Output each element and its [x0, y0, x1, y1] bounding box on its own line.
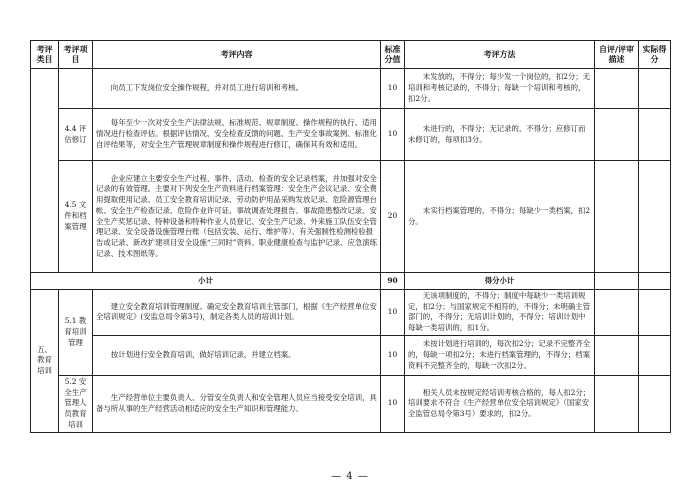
header-category: 考评类目 — [31, 41, 59, 69]
subtotal-method-label: 得分小计 — [405, 273, 595, 290]
score-cell: 10 — [381, 335, 405, 375]
content-cell: 企业应建立主要安全生产过程、事件、活动、检查的安全记录档案，并加强对安全记录的有效管理。主要对下列安全生产资料进行档案管理：安全生产会议记录、安全费用提取使用记录、员工安全教育培训记录、劳动防护用品采购发放记录、危险源管理台帐、安全生产检查记录、危险作业许可证、事故调查处理报告、事故隐患整改记录、安全生产奖惩记录、特种设备和特种作业人员登记、安全生产记录、外来施工队伍安全管理记录、安全设备设施管理台账（包括安装、运行、维护等）、有关强制性检测检验报告或记录、新改扩建项目安全设施“三同时”资料、职业健康检查与监护记录、应急演练记录、技术图纸等。 — [93, 161, 381, 273]
method-cell: 相关人员未按规定经培训考核合格的，每人扣2分；培训要求不符合《生产经营单位安全培训规定》（国家安全监管总局令第3号）要求的，扣2分。 — [405, 375, 595, 432]
subtotal-score: 90 — [381, 273, 405, 290]
item-cell: 5.2 安全生产管理人员教育培训 — [59, 375, 93, 432]
table-row — [31, 161, 671, 273]
actual-score-cell — [639, 109, 671, 161]
method-cell: 无该项制度的，不得分；制度中每缺少一类培训规定，扣2分；与国家规定不相符的，不得分；未明确主管部门的，不得分；无培训计划的，不得分；培训计划中每缺一类培训的，扣1分。 — [405, 290, 595, 336]
self-review-cell — [595, 290, 639, 336]
content-cell: 按计划进行安全教育培训，做好培训记录，并建立档案。 — [93, 335, 381, 375]
actual-score-cell — [639, 335, 671, 375]
self-review-cell — [595, 375, 639, 432]
score-cell: 20 — [381, 161, 405, 273]
score-cell: 10 — [381, 109, 405, 161]
method-cell: 未按计划进行培训的，每次扣2分；记录不完整齐全的，每缺一项扣2分；未进行档案管理的，不得分；档案资料不完整齐全的，每缺一次扣2分。 — [405, 335, 595, 375]
table-row — [31, 69, 671, 109]
content-cell: 每年至少一次对安全生产法律法规、标准规范、规章制度、操作规程的执行、适用情况进行检查评估。根据评估情况、安全检查反馈的问题、生产安全事故案例、标准化自评结果等，对安全生产管理规章制度和操作规程进行修订，确保其有效和适用。 — [93, 109, 381, 161]
score-cell: 10 — [381, 69, 405, 109]
self-review-cell — [595, 109, 639, 161]
subtotal-label: 小计 — [31, 273, 381, 290]
content-cell: 建立安全教育培训管理制度。确定安全教育培训主管部门，根据《生产经营单位安全培训规定》(安监总局令第3号)，制定各类人员的培训计划。 — [93, 290, 381, 336]
score-cell: 10 — [381, 290, 405, 336]
score-cell: 10 — [381, 375, 405, 432]
header-self-review: 自评/评审描述 — [595, 41, 639, 69]
self-review-cell — [595, 69, 639, 109]
self-review-cell — [595, 273, 639, 290]
actual-score-cell — [639, 69, 671, 109]
content-cell: 向员工下发岗位安全操作规程，并对员工进行培训和考核。 — [93, 69, 381, 109]
actual-score-cell — [639, 161, 671, 273]
item-cell: 4.5 文件和档案管理 — [59, 161, 93, 273]
header-score: 标准分值 — [381, 41, 405, 69]
method-cell: 未实行档案管理的，不得分；每缺少一类档案，扣2分。 — [405, 161, 595, 273]
category-cell-empty — [31, 69, 59, 273]
actual-score-cell — [639, 375, 671, 432]
table-row — [31, 109, 671, 161]
page-number: — 4 — — [331, 471, 369, 482]
method-cell: 未进行的，不得分；无记录的，不得分；应修订而未修订的，每项扣3分。 — [405, 109, 595, 161]
item-cell-empty — [59, 69, 93, 109]
actual-score-cell — [639, 290, 671, 336]
header-actual-score: 实际得分 — [639, 41, 671, 69]
header-method: 考评方法 — [405, 41, 595, 69]
evaluation-table — [30, 40, 671, 433]
item-cell: 4.4 评估修订 — [59, 109, 93, 161]
header-content: 考评内容 — [93, 41, 381, 69]
subtotal-row — [31, 273, 671, 290]
method-cell: 未发放的，不得分；每少发一个岗位的，扣2分；无培训和考核记录的，不得分；每缺一个培训和考核的，扣2分。 — [405, 69, 595, 109]
item-cell: 5.1 教育培训管理 — [59, 290, 93, 376]
category-cell: 五、教育培训 — [31, 290, 59, 433]
content-cell: 生产经营单位主要负责人、分管安全负责人和安全管理人员应当接受安全培训，具备与所从事的生产经营活动相适应的安全生产知识和管理能力。 — [93, 375, 381, 432]
actual-score-cell — [639, 273, 671, 290]
self-review-cell — [595, 335, 639, 375]
table-row — [31, 335, 671, 375]
table-row — [31, 375, 671, 432]
table-row — [31, 290, 671, 336]
header-item: 考评项目 — [59, 41, 93, 69]
table-header-row — [31, 41, 671, 69]
self-review-cell — [595, 161, 639, 273]
